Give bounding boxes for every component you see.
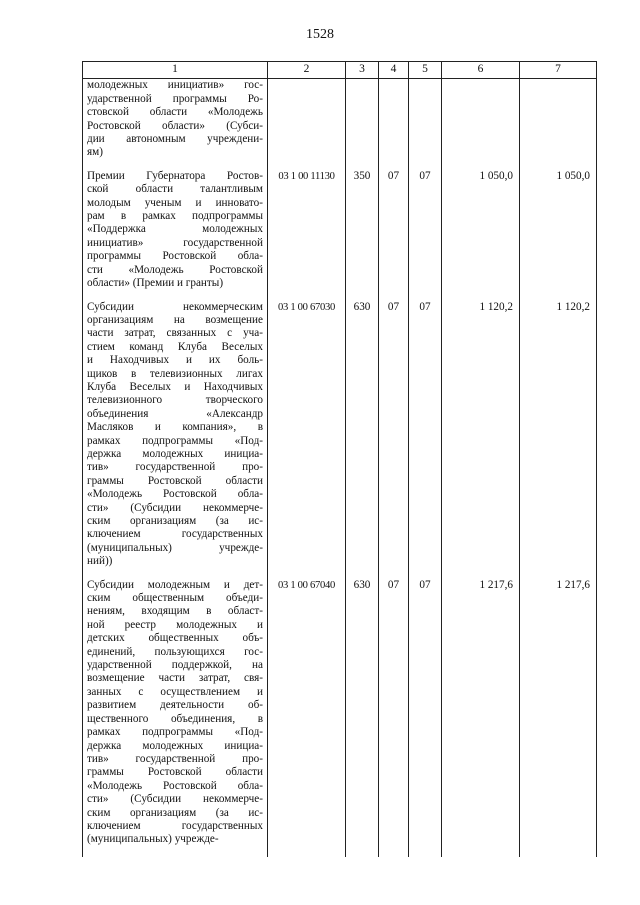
budget-table [82, 61, 597, 857]
row-description [83, 79, 268, 170]
description-line: ключением государственных [87, 528, 263, 541]
description-line: сти «Молодежь Ростовской [87, 263, 263, 276]
table-row [83, 579, 597, 857]
header-cell-2: 2 [268, 62, 346, 79]
description-line: рамках подпрограммы «Под- [87, 726, 263, 739]
description-line: ударственной поддержкой, на [87, 659, 263, 672]
description-line: ной реестр молодежных и [87, 618, 263, 631]
description-line: и Находчивых и их боль- [87, 354, 263, 367]
section-code: 07 [379, 579, 409, 857]
description-line: (муниципальных) учрежде- [87, 541, 263, 554]
description-line: части затрат, связанных с уча- [87, 327, 263, 340]
description-line: программы Ростовской обла- [87, 250, 263, 263]
expense-type-code: 350 [346, 170, 379, 301]
description-line: держка молодежных инициа- [87, 447, 263, 460]
header-cell-5: 5 [409, 62, 442, 79]
description-line: Субсидии некоммерческим [87, 300, 263, 313]
description-line: ским общественным объеди- [87, 592, 263, 605]
target-article-code: 03 1 00 11130 [268, 170, 346, 301]
description-line: щиков в телевизионных лигах [87, 367, 263, 380]
description-line: области» (Премии и гранты) [87, 277, 224, 290]
description-line: «Поддержка молодежных [87, 223, 263, 236]
description-line: нениям, входящим в област- [87, 605, 263, 618]
description-line: ний)) [87, 555, 113, 568]
expense-type-code: 630 [346, 301, 379, 579]
description-line: организациям на возмещение [87, 313, 263, 326]
description-line: Масляков и компания», в [87, 421, 263, 434]
subsection-code: 07 [409, 301, 442, 579]
header-cell-1: 1 [83, 62, 268, 79]
table-row [83, 301, 597, 579]
header-cell-6: 6 [442, 62, 520, 79]
header-cell-4: 4 [379, 62, 409, 79]
description-line: рамках подпрограммы «Под- [87, 434, 263, 447]
description-line: детских общественных объ- [87, 632, 263, 645]
description-line: «Молодежь Ростовской обла- [87, 488, 263, 501]
description-line: Премии Губернатора Ростов- [87, 169, 263, 182]
amount-column-6: 1 050,0 [442, 170, 520, 301]
description-line: молодым ученым и инновато- [87, 196, 263, 209]
amount-column-7: 1 217,6 [520, 579, 597, 857]
description-line: тив» государственной про- [87, 752, 263, 765]
description-line: сти» (Субсидии некоммерче- [87, 793, 263, 806]
page-number: 1528 [306, 27, 334, 42]
description-line: «Молодежь Ростовской обла- [87, 779, 263, 792]
description-line: ям) [87, 146, 103, 159]
amount-column-7 [520, 79, 597, 170]
description-line: сти» (Субсидии некоммерче- [87, 501, 263, 514]
description-line: ключением государственных [87, 819, 263, 832]
target-article-code: 03 1 00 67030 [268, 301, 346, 579]
row-description [83, 579, 268, 857]
description-line: телевизионного творческого [87, 394, 263, 407]
description-line: рам в рамках подпрограммы [87, 210, 263, 223]
subsection-code [409, 79, 442, 170]
description-line: Клуба Веселых и Находчивых [87, 380, 263, 393]
section-code: 07 [379, 301, 409, 579]
target-article-code [268, 79, 346, 170]
description-line: возмещение части затрат, свя- [87, 672, 263, 685]
description-line: Субсидии молодежным и дет- [87, 578, 263, 591]
header-cell-3: 3 [346, 62, 379, 79]
section-code: 07 [379, 170, 409, 301]
description-line: молодежных инициатив» гос- [87, 79, 263, 92]
expense-type-code [346, 79, 379, 170]
description-line: объединения «Александр [87, 407, 263, 420]
description-line: граммы Ростовской области [87, 474, 263, 487]
description-line: дии автономным учреждени- [87, 133, 263, 146]
description-line: тив» государственной про- [87, 461, 263, 474]
description-line: развитием деятельности об- [87, 699, 263, 712]
amount-column-7: 1 120,2 [520, 301, 597, 579]
target-article-code: 03 1 00 67040 [268, 579, 346, 857]
description-line: щественного объединения, в [87, 712, 263, 725]
description-line: Ростовской области» (Субси- [87, 119, 263, 132]
subsection-code: 07 [409, 170, 442, 301]
description-line: ским организациям (за ис- [87, 806, 263, 819]
subsection-code: 07 [409, 579, 442, 857]
description-line: занных с осуществлением и [87, 685, 263, 698]
description-line: стовской области «Молодежь [87, 106, 263, 119]
description-line: стием команд Клуба Веселых [87, 340, 263, 353]
description-line: инициатив» государственной [87, 236, 263, 249]
description-line: (муниципальных) учрежде- [87, 833, 219, 846]
row-description [83, 301, 268, 579]
table-row [83, 170, 597, 301]
section-code [379, 79, 409, 170]
description-line: ским организациям (за ис- [87, 515, 263, 527]
amount-column-7: 1 050,0 [520, 170, 597, 301]
expense-type-code: 630 [346, 579, 379, 857]
description-line: граммы Ростовской области [87, 766, 263, 779]
description-line: держка молодежных инициа- [87, 739, 263, 752]
description-line: ской области талантливым [87, 183, 263, 196]
header-row [83, 62, 597, 79]
amount-column-6 [442, 79, 520, 170]
table-row [83, 79, 597, 170]
amount-column-6: 1 217,6 [442, 579, 520, 857]
amount-column-6: 1 120,2 [442, 301, 520, 579]
header-cell-7: 7 [520, 62, 597, 79]
description-line: ударственной программы Ро- [87, 92, 263, 105]
row-description [83, 170, 268, 301]
description-line: единений, пользующихся гос- [87, 645, 263, 658]
